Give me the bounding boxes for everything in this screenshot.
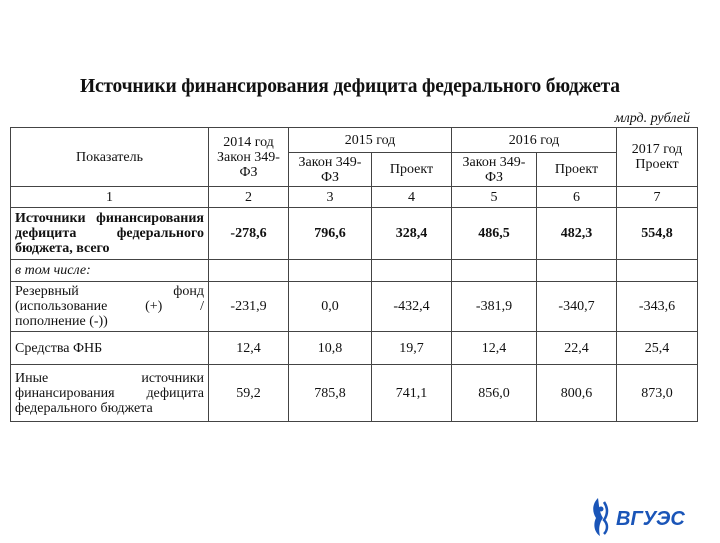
header-2016-project: Проект (537, 153, 617, 187)
table-cell: 10,8 (289, 332, 372, 365)
table-cell: 800,6 (537, 365, 617, 422)
col-number: 6 (537, 187, 617, 208)
table-cell: 873,0 (617, 365, 698, 422)
row-label: Источники финансирования дефицита федерального бюджета, всего (11, 208, 209, 260)
header-indicator: Показатель (11, 128, 209, 187)
header-2015-project: Проект (372, 153, 452, 187)
table-cell: 482,3 (537, 208, 617, 260)
table-cell: 0,0 (289, 282, 372, 332)
budget-table (10, 127, 698, 422)
row-label: Иные источники финансирования дефицита федерального бюджета (11, 365, 209, 422)
table-row (11, 260, 698, 282)
table-row (11, 365, 698, 422)
col-number: 1 (11, 187, 209, 208)
table-cell: 25,4 (617, 332, 698, 365)
row-label-subheading: в том числе: (11, 260, 209, 282)
table-cell: -231,9 (209, 282, 289, 332)
table-cell: 785,8 (289, 365, 372, 422)
logo-text: ВГУЭС (616, 508, 685, 530)
table-cell: 12,4 (452, 332, 537, 365)
table-cell: -381,9 (452, 282, 537, 332)
row-label: Средства ФНБ (11, 332, 209, 365)
table-cell: 59,2 (209, 365, 289, 422)
table-row (11, 332, 698, 365)
header-2017: 2017 год Проект (617, 128, 698, 187)
table-cell: -278,6 (209, 208, 289, 260)
table-cell: -432,4 (372, 282, 452, 332)
header-2015-law: Закон 349-ФЗ (289, 153, 372, 187)
col-number: 7 (617, 187, 698, 208)
table-cell: -343,6 (617, 282, 698, 332)
table-cell: 741,1 (372, 365, 452, 422)
row-label: Резервный фонд (использование (+) / пополнение (-)) (11, 282, 209, 332)
header-2014: 2014 год Закон 349-ФЗ (209, 128, 289, 187)
column-numbers-row (11, 187, 698, 208)
table-cell: 328,4 (372, 208, 452, 260)
page-title: Источники финансирования дефицита федерального бюджета (80, 76, 620, 97)
logo-emblem-icon (584, 494, 694, 538)
col-number: 3 (289, 187, 372, 208)
col-number: 5 (452, 187, 537, 208)
header-2016: 2016 год (452, 128, 617, 153)
university-logo (584, 494, 694, 538)
header-2015: 2015 год (289, 128, 452, 153)
col-number: 4 (372, 187, 452, 208)
table-cell: -340,7 (537, 282, 617, 332)
table-cell: 486,5 (452, 208, 537, 260)
col-number: 2 (209, 187, 289, 208)
table-cell: 22,4 (537, 332, 617, 365)
unit-label: млрд. рублей (614, 111, 690, 126)
header-2016-law: Закон 349-ФЗ (452, 153, 537, 187)
table-cell: 19,7 (372, 332, 452, 365)
table-cell: 796,6 (289, 208, 372, 260)
table-cell: 554,8 (617, 208, 698, 260)
table-row (11, 282, 698, 332)
table-cell: 856,0 (452, 365, 537, 422)
table-cell: 12,4 (209, 332, 289, 365)
table-row (11, 208, 698, 260)
